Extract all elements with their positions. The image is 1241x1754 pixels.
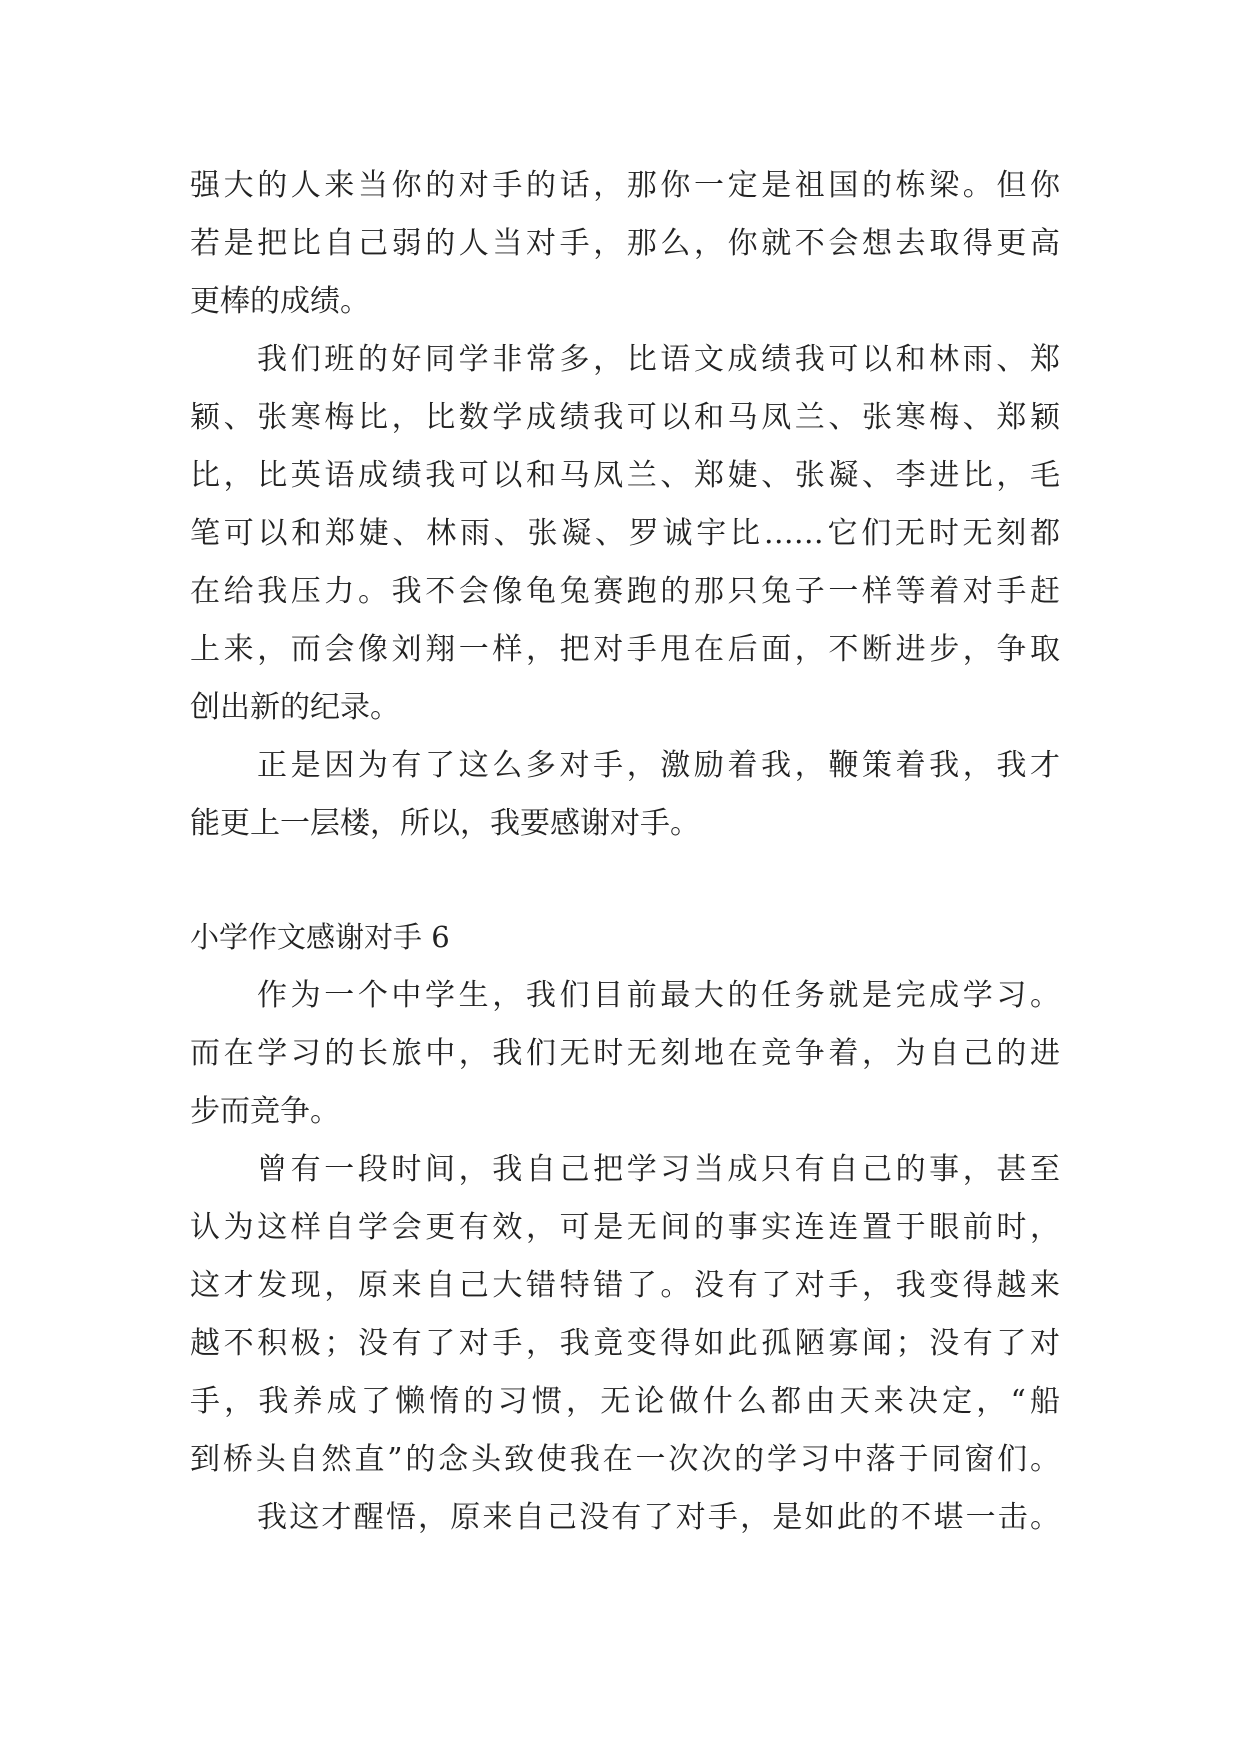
paragraph-line: 在给我压力。我不会像龟兔赛跑的那只兔子一样等着对手赶 [190, 574, 1060, 609]
paragraph-line: 颖、张寒梅比，比数学成绩我可以和马凤兰、张寒梅、郑颖 [190, 400, 1060, 435]
paragraph-line: 认为这样自学会更有效，可是无间的事实连连置于眼前时， [190, 1210, 1060, 1245]
paragraph-line: 而在学习的长旅中，我们无时无刻地在竞争着，为自己的进 [190, 1036, 1060, 1071]
paragraph-line: 笔可以和郑婕、林雨、张凝、罗诚宇比……它们无时无刻都 [190, 516, 1060, 551]
paragraph-line: 更棒的成绩。 [190, 284, 370, 319]
paragraph-line: 若是把比自己弱的人当对手，那么，你就不会想去取得更高 [190, 226, 1060, 261]
paragraph-line: 这才发现，原来自己大错特错了。没有了对手，我变得越来 [190, 1268, 1060, 1303]
paragraph-line: 正是因为有了这么多对手，激励着我，鞭策着我，我才 [257, 748, 1060, 783]
paragraph-line: 我这才醒悟，原来自己没有了对手，是如此的不堪一击。 [257, 1500, 1060, 1535]
section-title: 小学作文感谢对手 6 [190, 920, 450, 954]
paragraph-line: 能更上一层楼，所以，我要感谢对手。 [190, 806, 700, 841]
paragraph-line: 作为一个中学生，我们目前最大的任务就是完成学习。 [257, 978, 1060, 1013]
paragraph-line: 越不积极；没有了对手，我竟变得如此孤陋寡闻；没有了对 [190, 1326, 1060, 1361]
paragraph-line: 上来，而会像刘翔一样，把对手甩在后面，不断进步，争取 [190, 632, 1060, 667]
paragraph-line: 曾有一段时间，我自己把学习当成只有自己的事，甚至 [257, 1152, 1060, 1187]
paragraph-line: 创出新的纪录。 [190, 690, 400, 725]
paragraph-line: 步而竞争。 [190, 1094, 340, 1129]
paragraph-line: 手，我养成了懒惰的习惯，无论做什么都由天来决定，“船 [190, 1384, 1060, 1419]
paragraph-line: 强大的人来当你的对手的话，那你一定是祖国的栋梁。但你 [190, 168, 1060, 203]
paragraph-line: 比，比英语成绩我可以和马凤兰、郑婕、张凝、李进比，毛 [190, 458, 1060, 493]
paragraph-line: 我们班的好同学非常多，比语文成绩我可以和林雨、郑 [257, 342, 1060, 377]
paragraph-line: 到桥头自然直”的念头致使我在一次次的学习中落于同窗们。 [190, 1442, 1060, 1477]
